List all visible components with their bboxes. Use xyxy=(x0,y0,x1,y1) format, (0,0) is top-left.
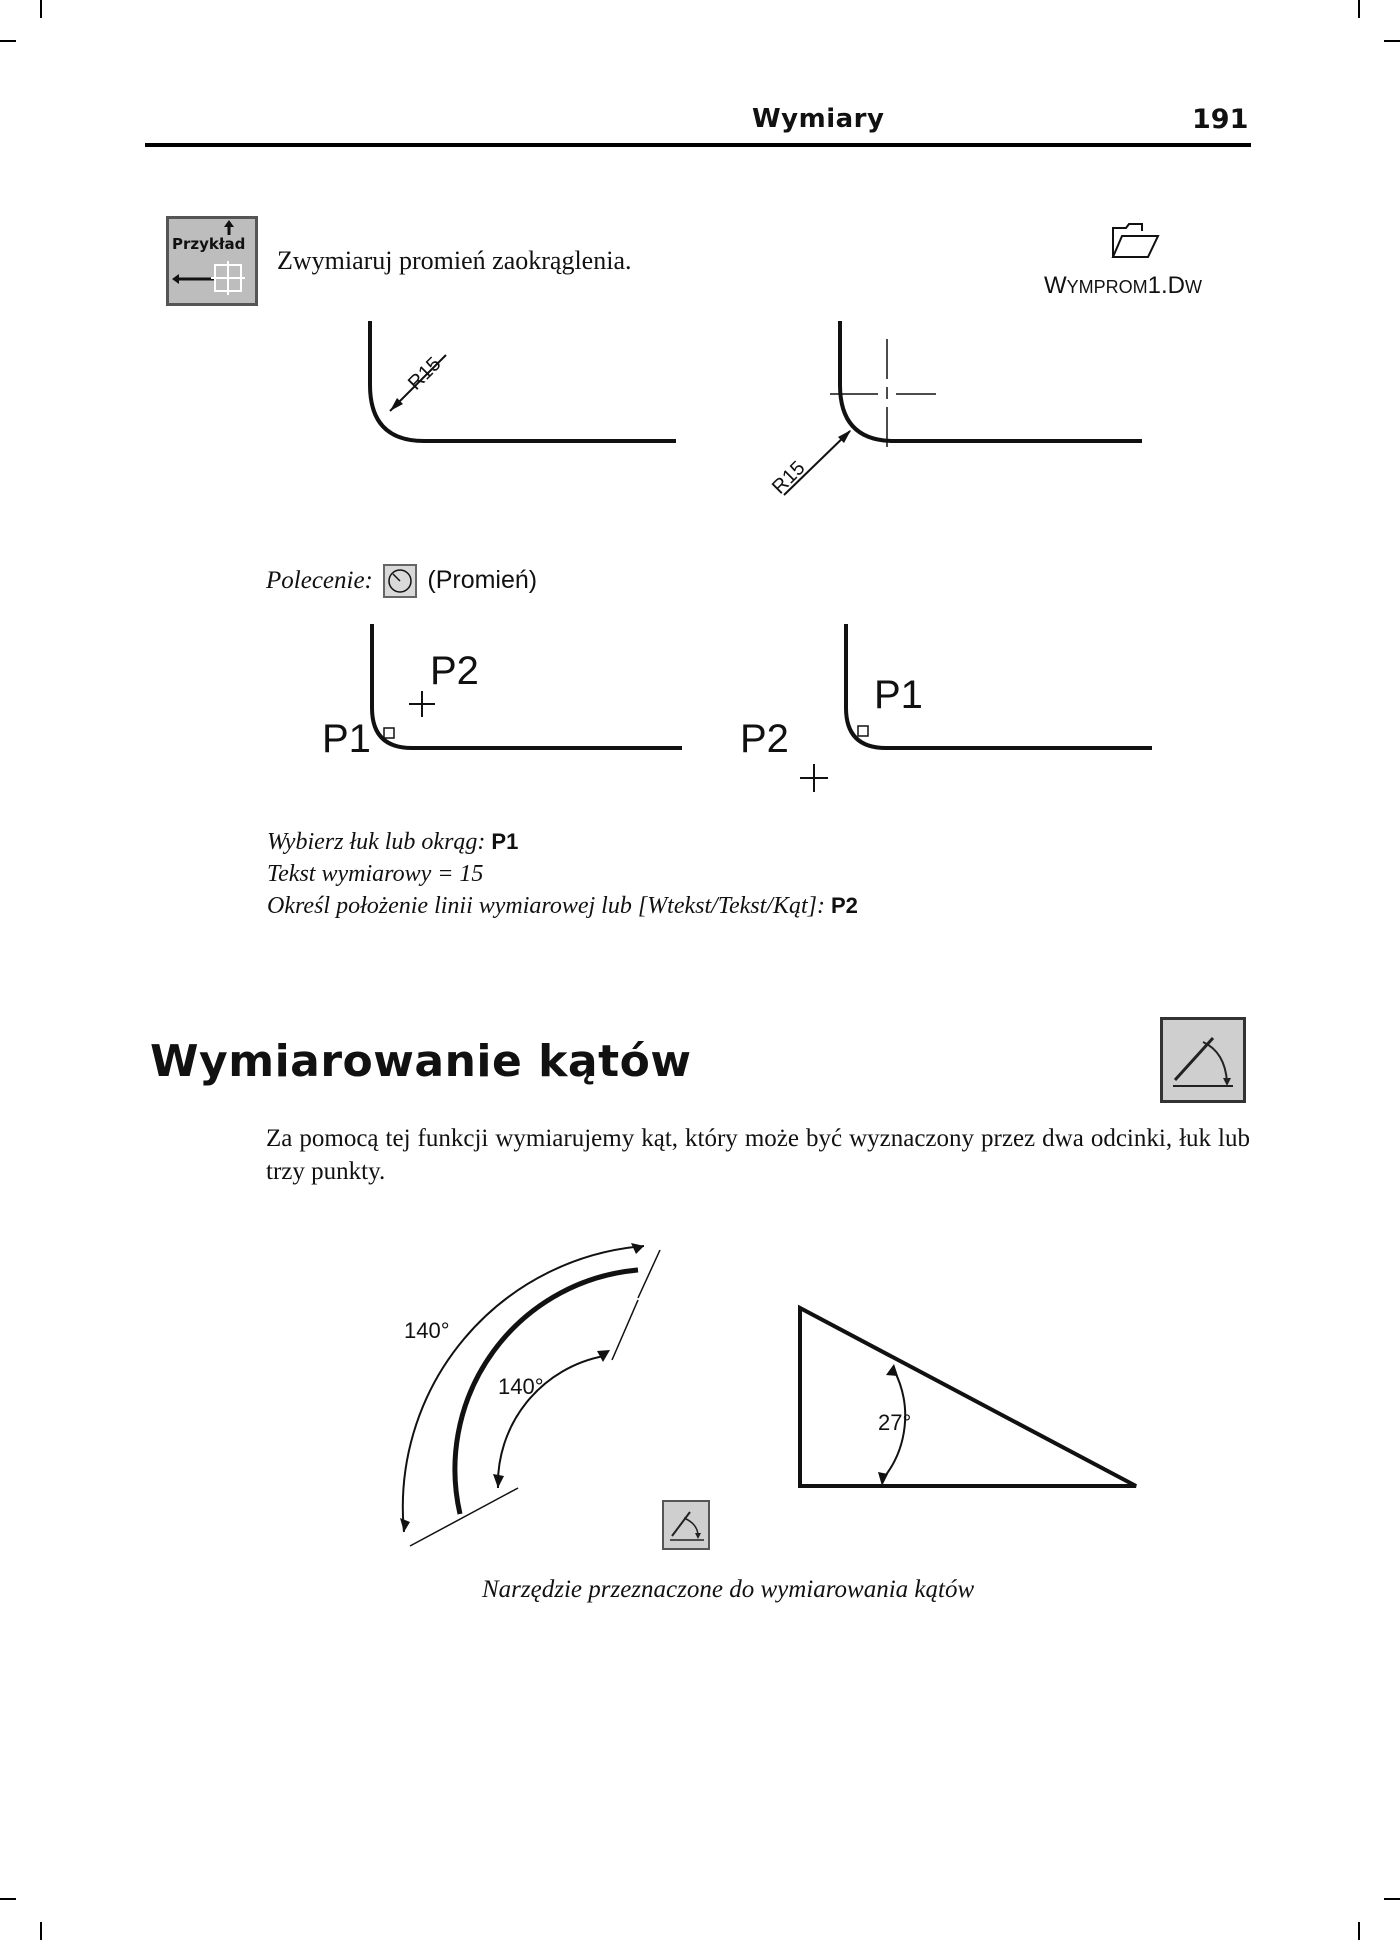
angular-dimension-tool-icon xyxy=(1160,1017,1246,1103)
crop-mark xyxy=(0,40,16,42)
crop-mark xyxy=(1384,1898,1400,1900)
figure-caption: Narzędzie przeznaczone do wymiarowania kątów xyxy=(482,1576,975,1603)
page-number: 191 xyxy=(1192,104,1249,135)
prompt-line: Tekst wymiarowy = 15 xyxy=(267,861,484,887)
running-header-title: Wymiary xyxy=(752,104,885,134)
file-name: WYMPROM1.DW xyxy=(1044,272,1203,299)
radius-label-right: R15 xyxy=(767,457,810,499)
point-label-right-p1: P1 xyxy=(874,673,923,717)
angle-label-triangle: 27° xyxy=(878,1410,912,1435)
prompt-line: Wybierz łuk lub okrąg: P1 xyxy=(267,829,519,855)
prompt-list xyxy=(267,826,858,922)
example-badge xyxy=(166,216,258,306)
crop-mark xyxy=(1384,40,1400,42)
header-rule xyxy=(145,143,1251,147)
command-name: (Promień) xyxy=(427,566,538,594)
folder-icon xyxy=(1110,222,1162,260)
example-arrow-icon xyxy=(169,219,255,303)
crop-mark xyxy=(1358,1922,1360,1940)
section-heading: Wymiarowanie kątów xyxy=(150,1036,692,1087)
angular-dimension-figure xyxy=(380,1230,1140,1570)
section-paragraph: Za pomocą tej funkcji wymiarujemy kąt, który może być wyznaczony przez dwa odcinki, łuk lub trzy punkty. xyxy=(266,1125,1250,1185)
point-label-left-p2: P2 xyxy=(430,649,479,693)
pick-points-figure xyxy=(310,620,1170,800)
radius-label-left: R15 xyxy=(403,353,446,395)
example-badge-label: Przykład xyxy=(172,235,246,253)
command-line xyxy=(266,564,537,598)
crop-mark xyxy=(40,1922,42,1940)
angular-dimension-tool-small-icon xyxy=(662,1500,710,1550)
angle-label-outer: 140° xyxy=(404,1318,450,1343)
crop-mark xyxy=(0,1898,16,1900)
prompt-line: Określ położenie linii wymiarowej lub [Wtekst/Tekst/Kąt]: P2 xyxy=(267,893,858,919)
example-instruction: Zwymiaruj promień zaokrąglenia. xyxy=(277,246,632,275)
command-label: Polecenie: xyxy=(266,567,373,594)
crop-mark xyxy=(40,0,42,18)
point-label-right-p2: P2 xyxy=(740,717,789,761)
radius-tool-icon xyxy=(383,564,417,598)
radius-dimension-figure xyxy=(350,315,1150,515)
point-label-left-p1: P1 xyxy=(322,717,371,761)
crop-mark xyxy=(1358,0,1360,18)
angle-label-inner: 140° xyxy=(498,1374,544,1399)
